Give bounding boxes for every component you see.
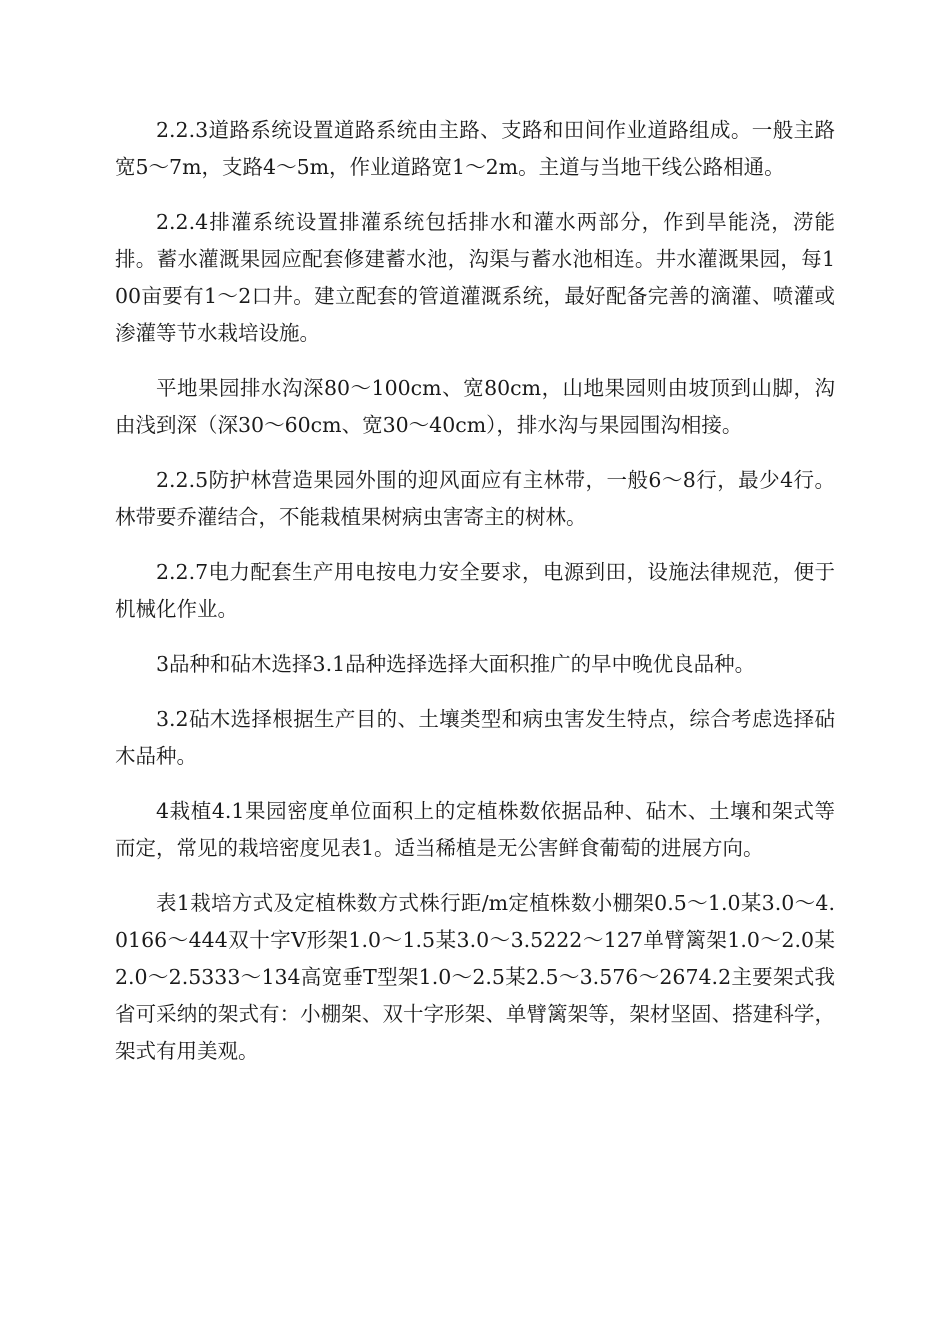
paragraph-shelter-forest: 2.2.5防护林营造果园外围的迎风面应有主林带，一般6～8行，最少4行。林带要乔灌结合，不能栽植果树病虫害寄主的树林。 xyxy=(115,468,835,529)
paragraph-table-and-trellis: 表1栽培方式及定植株数方式株行距/m定植株数小棚架0.5～1.0某3.0～4.0166～444双十字V形架1.0～1.5某3.0～3.5222～127单臂篱架1.0～2.0某2.0～2.5333～134高宽垂T型架1.0～2.5某2.5～3.576～2674.2主要架式我省可采纳的架式有：小棚架、双十字形架、单臂篱架等，架材坚固、搭建科学，架式有用美观。 xyxy=(115,891,835,1063)
paragraph-drainage-ditch: 平地果园排水沟深80～100cm、宽80cm，山地果园则由坡顶到山脚，沟由浅到深（深30～60cm、宽30～40cm），排水沟与果园围沟相接。 xyxy=(115,376,835,437)
paragraph-variety-selection: 3品种和砧木选择3.1品种选择选择大面积推广的早中晚优良品种。 xyxy=(156,652,756,676)
paragraph-irrigation-system: 2.2.4排灌系统设置排灌系统包括排水和灌水两部分，作到旱能浇，涝能排。蓄水灌溉果园应配套修建蓄水池，沟渠与蓄水池相连。井水灌溉果园，每100亩要有1～2口井。建立配套的管道灌溉系统，最好配备完善的滴灌、喷灌或渗灌等节水栽培设施。 xyxy=(115,210,835,345)
paragraph-power-supply: 2.2.7电力配套生产用电按电力安全要求，电源到田，设施法律规范，便于机械化作业。 xyxy=(115,560,835,621)
paragraph-rootstock-selection: 3.2砧木选择根据生产目的、土壤类型和病虫害发生特点，综合考虑选择砧木品种。 xyxy=(115,707,835,768)
document-body xyxy=(115,112,835,1070)
paragraph-planting-density: 4栽植4.1果园密度单位面积上的定植株数依据品种、砧木、土壤和架式等而定，常见的栽培密度见表1。适当稀植是无公害鲜食葡萄的进展方向。 xyxy=(115,799,835,860)
paragraph-road-system: 2.2.3道路系统设置道路系统由主路、支路和田间作业道路组成。一般主路宽5～7m，支路4～5m，作业道路宽1～2m。主道与当地干线公路相通。 xyxy=(115,118,835,179)
